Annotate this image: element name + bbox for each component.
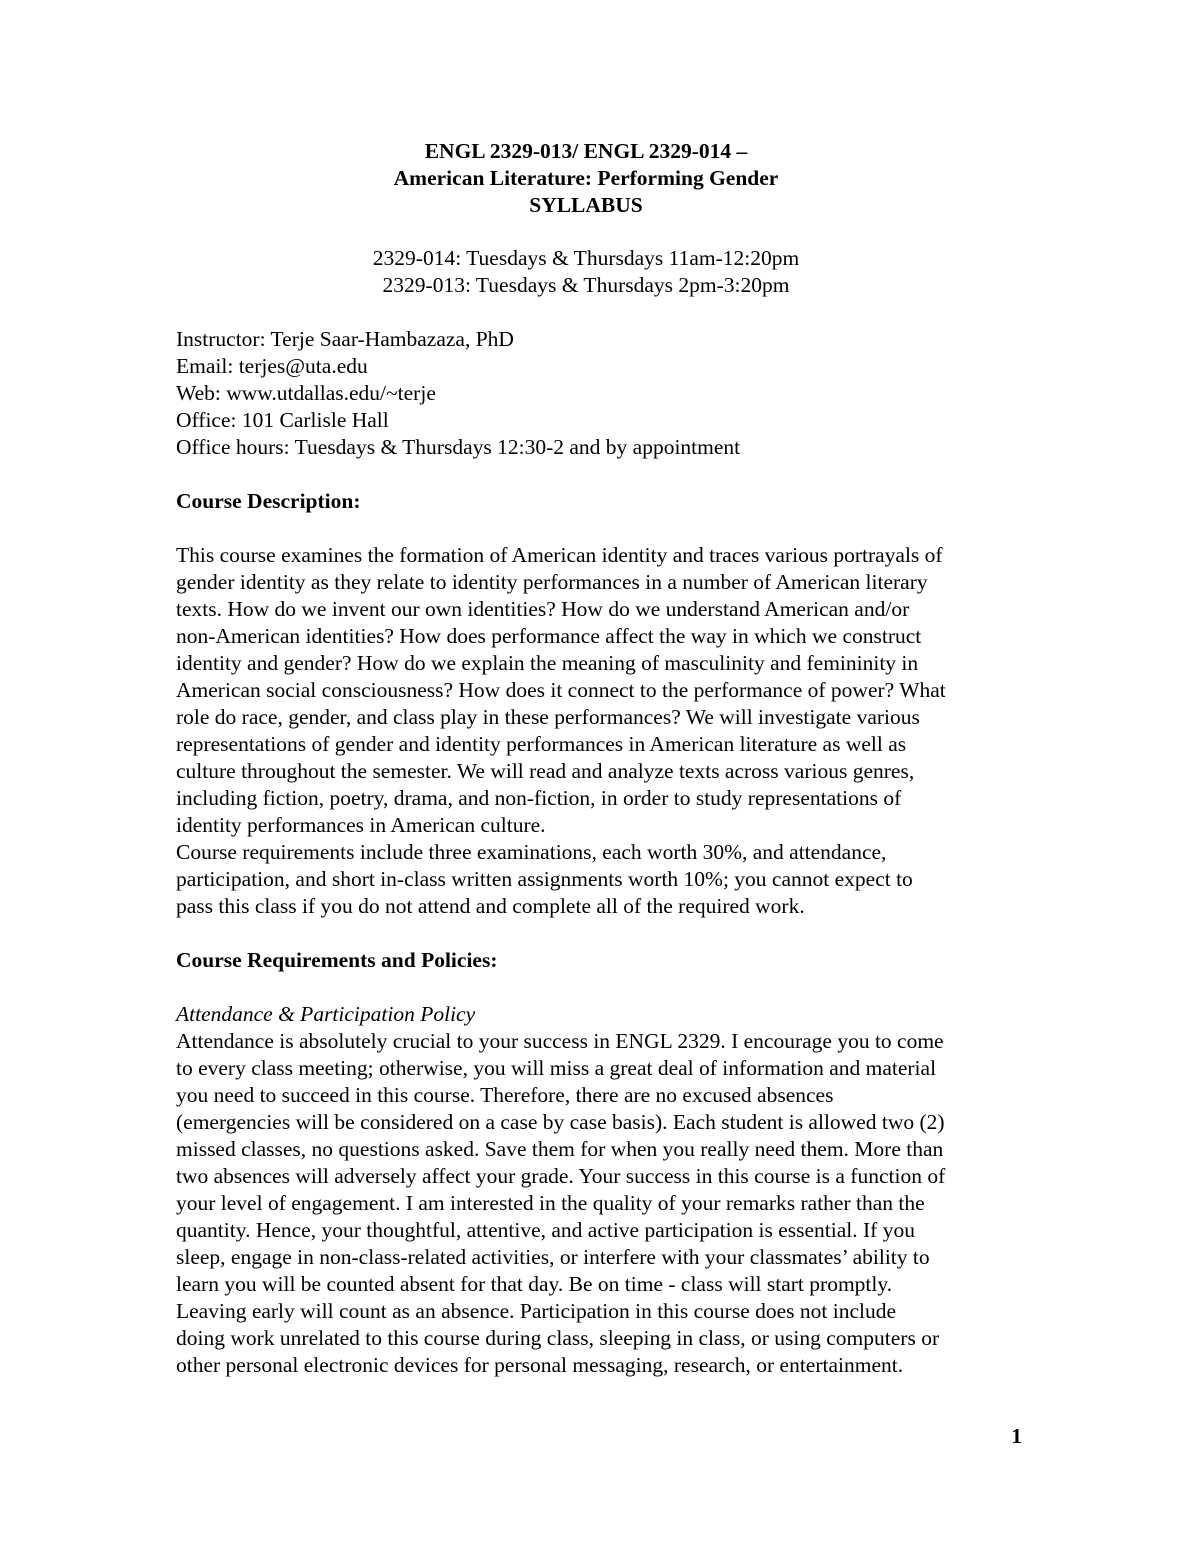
instructor-office-hours: Office hours: Tuesdays & Thursdays 12:30-2 and by appointment [176, 435, 741, 459]
paragraph-line: missed classes, no questions asked. Save them for when you really need them. More than [176, 1137, 944, 1161]
paragraph-line: learn you will be counted absent for that day. Be on time - class will start promptly. [176, 1272, 893, 1296]
schedule-line: 2329-014: Tuesdays & Thursdays 11am-12:20pm [372, 246, 800, 270]
document-page [176, 138, 1026, 1379]
paragraph-line: Course requirements include three examinations, each worth 30%, and attendance, [176, 840, 887, 864]
paragraph-line: two absences will adversely affect your grade. Your success in this course is a function of [176, 1164, 946, 1188]
paragraph-line: Attendance is absolutely crucial to your success in ENGL 2329. I encourage you to come [176, 1029, 944, 1053]
page-number: 1 [1011, 1424, 1022, 1448]
paragraph-line: other personal electronic devices for personal messaging, research, or entertainment. [176, 1353, 904, 1377]
paragraph-line: role do race, gender, and class play in these performances? We will investigate various [176, 705, 920, 729]
document-type: SYLLABUS [529, 193, 643, 217]
paragraph-line: (emergencies will be considered on a case by case basis). Each student is allowed two (2) [176, 1110, 945, 1134]
course-description-body [176, 542, 1026, 920]
paragraph-line: pass this class if you do not attend and complete all of the required work. [176, 894, 805, 918]
paragraph-line: Leaving early will count as an absence. Participation in this course does not include [176, 1299, 897, 1323]
instructor-office: Office: 101 Carlisle Hall [176, 408, 389, 432]
paragraph-line: to every class meeting; otherwise, you will miss a great deal of information and material [176, 1056, 937, 1080]
schedule-line: 2329-013: Tuesdays & Thursdays 2pm-3:20pm [382, 273, 790, 297]
paragraph-line: non-American identities? How does performance affect the way in which we construct [176, 624, 922, 648]
attendance-policy-body [176, 1028, 1026, 1379]
paragraph-line: gender identity as they relate to identity performances in a number of American literary [176, 570, 928, 594]
paragraph-line: participation, and short in-class written assignments worth 10%; you cannot expect to [176, 867, 913, 891]
paragraph-line: your level of engagement. I am interested in the quality of your remarks rather than the [176, 1191, 925, 1215]
paragraph-line: American social consciousness? How does it connect to the performance of power? What [176, 678, 946, 702]
requirements-heading: Course Requirements and Policies: [176, 948, 498, 972]
course-title: American Literature: Performing Gender [393, 166, 779, 190]
instructor-email: Email: terjes@uta.edu [176, 354, 368, 378]
paragraph-line: culture throughout the semester. We will read and analyze texts across various genres, [176, 759, 915, 783]
paragraph-line: you need to succeed in this course. Therefore, there are no excused absences [176, 1083, 834, 1107]
paragraph-line: doing work unrelated to this course during class, sleeping in class, or using computers or [176, 1326, 940, 1350]
paragraph-line: representations of gender and identity performances in American literature as well as [176, 732, 907, 756]
paragraph-line: sleep, engage in non-class-related activities, or interfere with your classmates’ ability to [176, 1245, 930, 1269]
instructor-web: Web: www.utdallas.edu/~terje [176, 381, 436, 405]
instructor-name: Instructor: Terje Saar-Hambazaza, PhD [176, 327, 514, 351]
attendance-policy-subheading: Attendance & Participation Policy [176, 1002, 476, 1026]
paragraph-line: texts. How do we invent our own identities? How do we understand American and/or [176, 597, 910, 621]
paragraph-line: identity performances in American culture. [176, 813, 546, 837]
paragraph-line: identity and gender? How do we explain the meaning of masculinity and femininity in [176, 651, 919, 675]
course-code: ENGL 2329-013/ ENGL 2329-014 – [424, 139, 748, 163]
course-description-heading: Course Description: [176, 489, 361, 513]
paragraph-line: quantity. Hence, your thoughtful, attentive, and active participation is essential. If you [176, 1218, 915, 1242]
paragraph-line: This course examines the formation of American identity and traces various portrayals of [176, 543, 943, 567]
paragraph-line: including fiction, poetry, drama, and non-fiction, in order to study representations of [176, 786, 902, 810]
